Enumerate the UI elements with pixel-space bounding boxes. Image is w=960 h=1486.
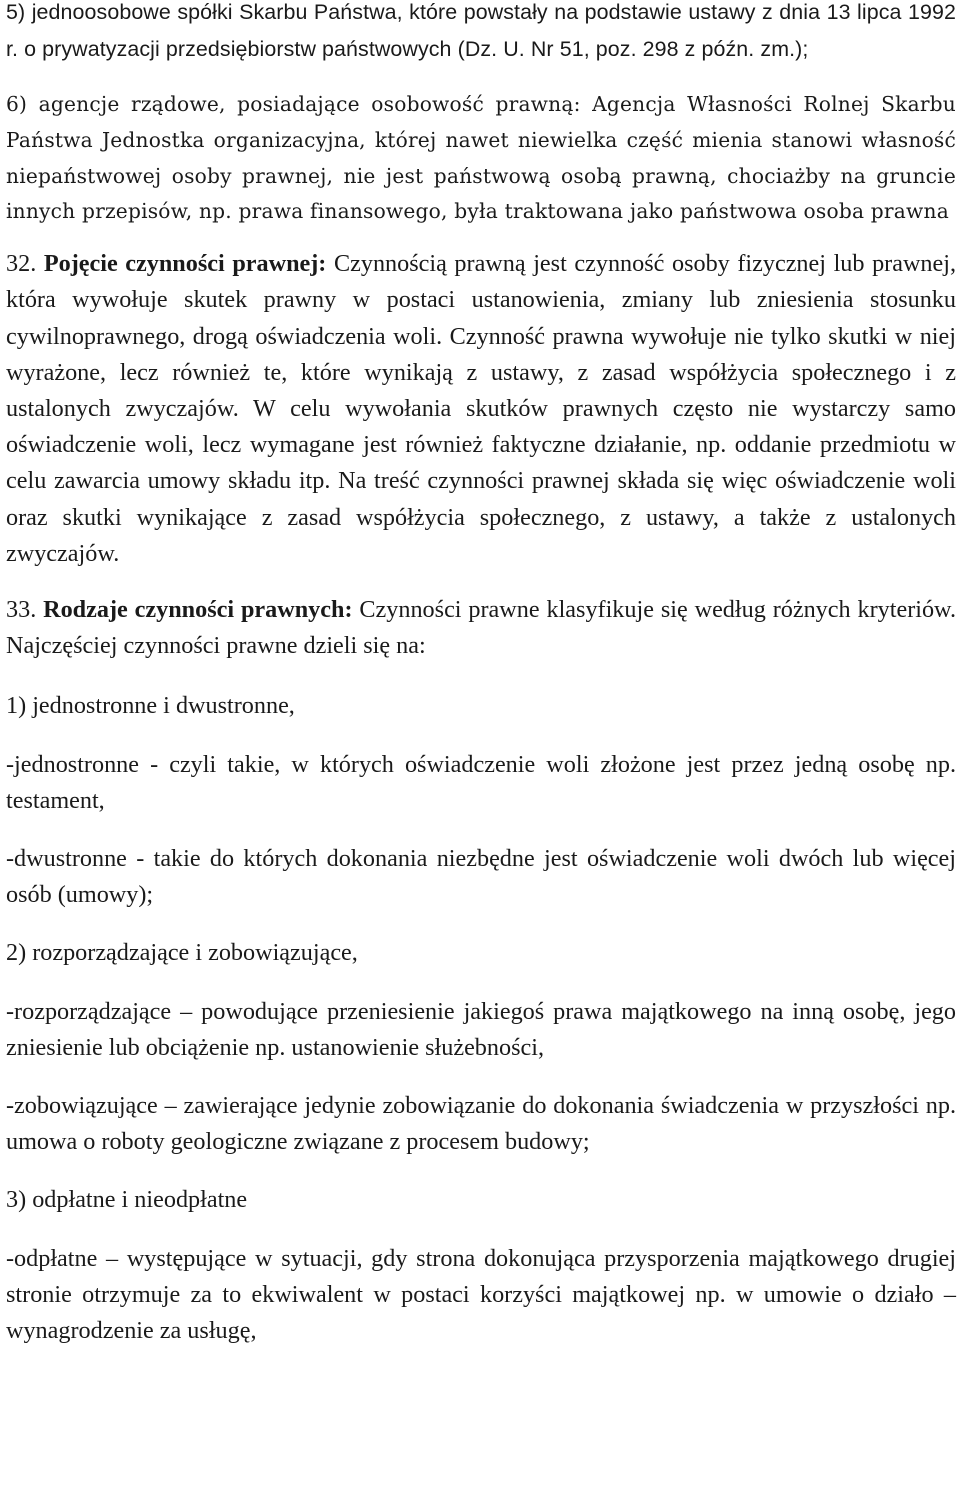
section-32-body: Czynnością prawną jest czynność osoby fizycznej lub prawnej, która wywołuje skutek prawny w postaci ustanowienia, zmiany lub zniesienia stosunku cywilnoprawnego, drogą oświadczenia woli. Czynność prawna wywołuje nie tylko skutki w niej wyrażone, lecz również te, które wynikają z ustawy, z zasad współżycia społecznego i z ustalonych zwyczajów. W celu wywołania skutków prawnych często nie wystarczy samo oświadczenie woli, lecz wymagane jest również faktyczne działanie, np. oddanie przedmiotu w celu zawarcia umowy składu itp. Na treść czynności prawnej składa się więc oświadczenie woli oraz skutki wynikające z zasad współżycia społecznego, z ustawy, a także z ustalonych zwyczajów. <box>6 250 957 567</box>
list-item-1a: -jednostronne - czyli takie, w których oświadczenie woli złożone jest przez jedną osobę np. testament, <box>6 750 956 814</box>
document-page <box>6 0 956 1349</box>
list-item-2b: -zobowiązujące – zawierające jedynie zobowiązanie do dokonania świadczenia w przyszłości np. umowa o roboty geologiczne związane z procesem budowy; <box>6 1092 956 1156</box>
list-item-2a: -rozporządzające – powodujące przeniesienie jakiegoś prawa majątkowego na inną osobę, jego zniesienie lub obciążenie np. ustanowienie służebności, <box>6 997 956 1061</box>
section-33-number: 33. <box>6 596 37 624</box>
section-33-heading: Rodzaje czynności prawnych: <box>43 596 353 624</box>
section-32-number: 32. <box>6 250 37 278</box>
section-32-heading: Pojęcie czynności prawnej: <box>43 250 327 278</box>
section-33-body: Czynności prawne klasyfikuje się według różnych kryteriów. Najczęściej czynności prawne dzieli się na: <box>6 596 956 660</box>
point-5-text: 5) jednoosobowe spółki Skarbu Państwa, które powstały na podstawie ustawy z dnia 13 lipca 1992 r. o prywatyzacji przedsiębiorstw państwowych (Dz. U. Nr 51, poz. 298 z późn. zm.); <box>6 0 956 61</box>
list-item-3: 3) odpłatne i nieodpłatne <box>6 1186 248 1214</box>
section-32 <box>6 246 956 572</box>
point-6-text: 6) agencje rządowe, posiadające osobowość prawną: Agencja Własności Rolnej Skarbu Państwa Jednostka organizacyjna, której nawet niewielka część mienia stanowi własność niepaństwowej osoby prawnej, nie jest państwową osobą prawną, chociażby na gruncie innych przepisów, np. prawa finansowego, była traktowana jako państwowa osoba prawna <box>6 92 956 224</box>
list-item-1b: -dwustronne - takie do których dokonania niezbędne jest oświadczenie woli dwóch lub więcej osób (umowy); <box>6 845 956 909</box>
list-item-1: 1) jednostronne i dwustronne, <box>6 692 295 720</box>
list-item-3a: -odpłatne – występujące w sytuacji, gdy strona dokonująca przysporzenia majątkowego drugiej stronie otrzymuje za to ekwiwalent w postaci korzyści majątkowej np. w umowie o działo – wynagrodzenie za usługę, <box>6 1244 956 1345</box>
section-33 <box>6 592 956 664</box>
list-item-2: 2) rozporządzające i zobowiązujące, <box>6 939 358 967</box>
